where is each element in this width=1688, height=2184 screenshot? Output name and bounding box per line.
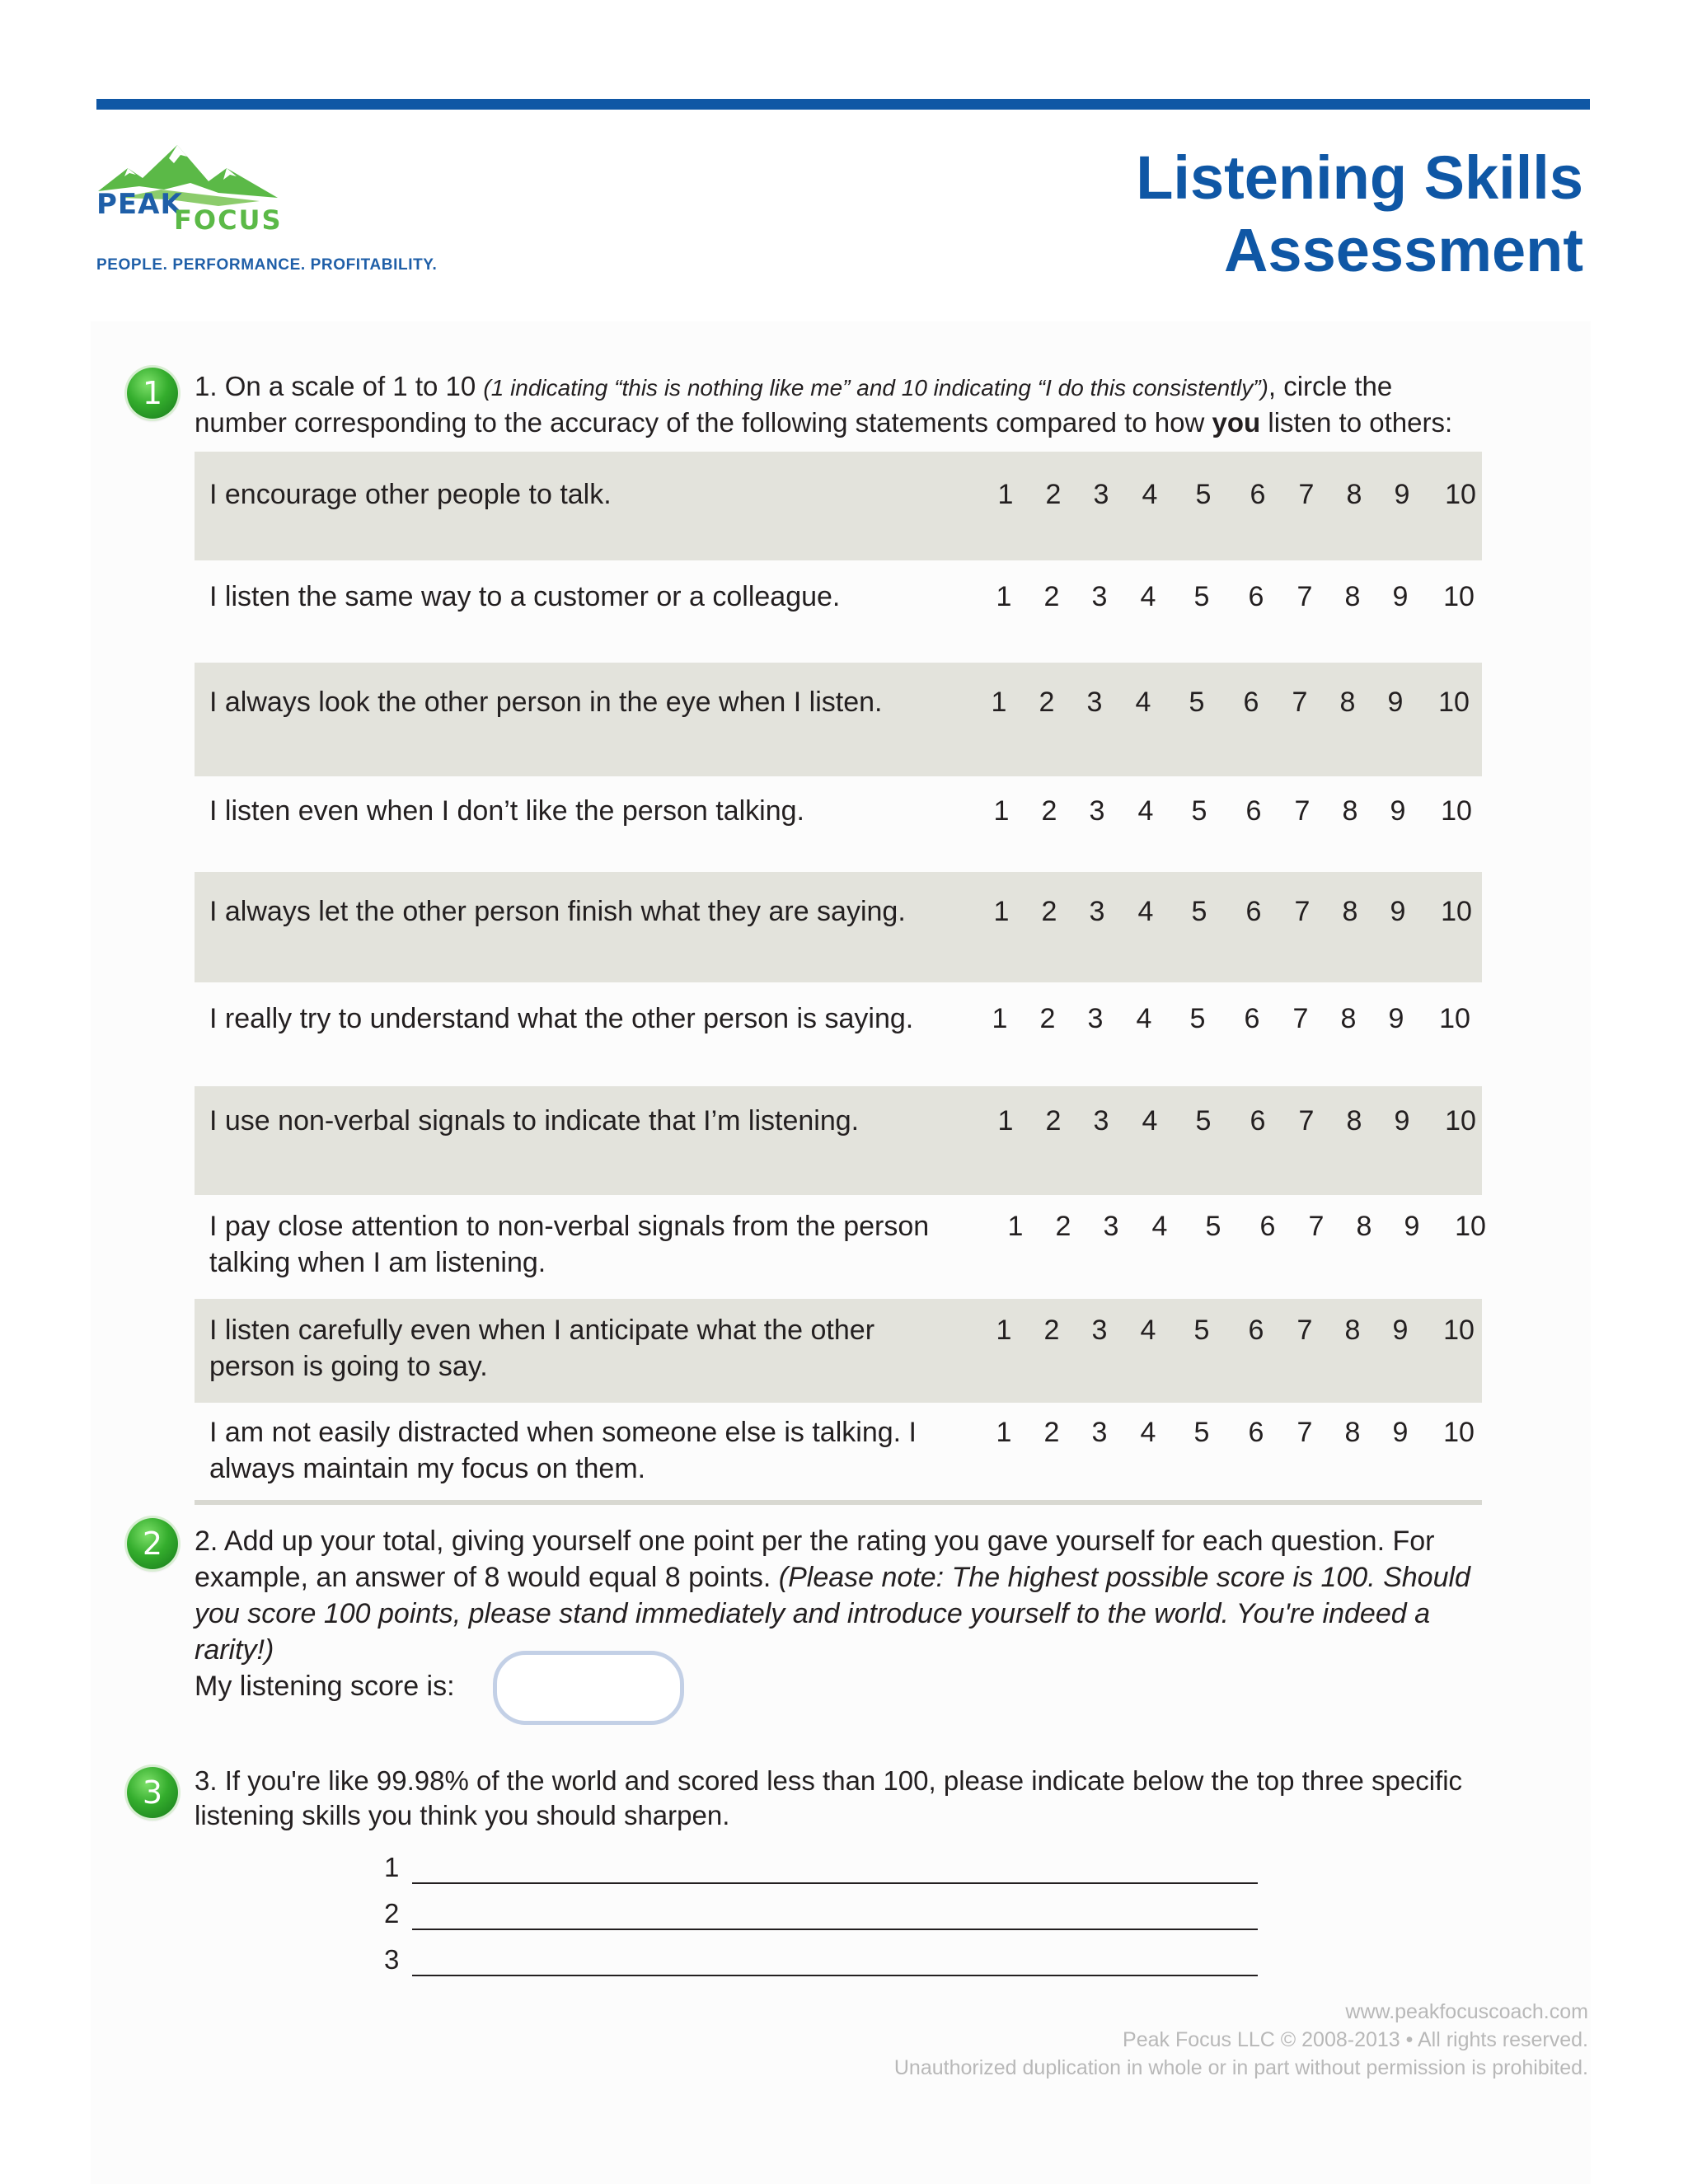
rating-option[interactable]: 1: [996, 1417, 1012, 1448]
rating-option[interactable]: 3: [1093, 479, 1109, 510]
rating-option[interactable]: 1: [996, 581, 1012, 612]
instructions-text-c: listen to others:: [1260, 407, 1453, 438]
rating-option[interactable]: 7: [1298, 479, 1315, 510]
rating-option[interactable]: 9: [1392, 1417, 1409, 1448]
rating-option[interactable]: 3: [1089, 795, 1105, 827]
rating-option[interactable]: 6: [1245, 896, 1262, 927]
rating-option[interactable]: 1: [993, 795, 1010, 827]
title-line-1: Listening Skills: [1136, 143, 1583, 212]
rating-scale: [996, 1414, 1490, 1451]
rating-option[interactable]: 5: [1189, 1003, 1206, 1034]
rating-row: [195, 560, 1482, 663]
rating-option[interactable]: 8: [1344, 1315, 1361, 1346]
logo-word-peak: PEAK: [96, 188, 183, 221]
statement-text: I listen the same way to a customer or a colleague.: [209, 581, 841, 612]
rating-scale: [993, 793, 1488, 829]
section-1-instructions: [195, 369, 1480, 440]
rating-option[interactable]: 8: [1340, 1003, 1357, 1034]
rating-option[interactable]: 1: [997, 1105, 1014, 1137]
rating-scale: [992, 1001, 1486, 1037]
rating-option[interactable]: 6: [1248, 581, 1264, 612]
rating-option[interactable]: 10: [1445, 1105, 1476, 1137]
rating-option[interactable]: 3: [1103, 1211, 1119, 1242]
rating-option[interactable]: 4: [1137, 896, 1154, 927]
rating-option[interactable]: 9: [1392, 1315, 1409, 1346]
table-bottom-rule: [195, 1500, 1482, 1505]
rating-option[interactable]: 2: [1043, 1315, 1060, 1346]
rating-scale: [997, 1103, 1492, 1139]
rating-option[interactable]: 5: [1193, 1315, 1210, 1346]
rating-option[interactable]: 9: [1388, 1003, 1404, 1034]
rating-option[interactable]: 8: [1339, 687, 1356, 718]
statement-text: I always look the other person in the eye when I listen.: [209, 687, 883, 718]
footer-website[interactable]: www.peakfocuscoach.com: [1345, 2000, 1588, 2023]
page-title: [1136, 142, 1583, 287]
rating-option[interactable]: 1: [992, 1003, 1008, 1034]
rating-option[interactable]: 4: [1136, 1003, 1152, 1034]
rating-option[interactable]: 1: [997, 479, 1014, 510]
rating-row: [195, 1195, 1486, 1299]
rating-option[interactable]: 7: [1296, 1417, 1313, 1448]
section-2-badge: 2: [127, 1518, 178, 1569]
statement-text: I really try to understand what the other person is saying.: [209, 1003, 914, 1034]
rating-option[interactable]: 7: [1298, 1105, 1315, 1137]
statement-text: I listen even when I don’t like the person talking.: [209, 795, 804, 827]
rating-option[interactable]: 5: [1195, 1105, 1212, 1137]
rating-option[interactable]: 2: [1043, 581, 1060, 612]
top-rule: [96, 99, 1590, 110]
rating-option[interactable]: 7: [1296, 581, 1313, 612]
rating-option[interactable]: 7: [1294, 896, 1311, 927]
rating-option[interactable]: 9: [1404, 1211, 1420, 1242]
rating-option[interactable]: 8: [1356, 1211, 1372, 1242]
rating-option[interactable]: 6: [1248, 1315, 1264, 1346]
rating-option[interactable]: 6: [1250, 1105, 1266, 1137]
logo-word-focus: FOCUS: [174, 204, 283, 236]
answer-line-number: 2: [384, 1898, 400, 1929]
section-1-badge: 1: [127, 368, 178, 419]
rating-option[interactable]: 7: [1294, 795, 1311, 827]
rating-option[interactable]: 10: [1441, 795, 1472, 827]
statement-text: I listen carefully even when I anticipate what the other person is going to say.: [209, 1315, 875, 1382]
rating-option[interactable]: 9: [1394, 479, 1410, 510]
rating-option[interactable]: 3: [1089, 896, 1105, 927]
rating-option[interactable]: 7: [1292, 687, 1308, 718]
rating-row: [195, 663, 1482, 776]
statement-text: I encourage other people to talk.: [209, 479, 612, 510]
rating-option[interactable]: 10: [1441, 896, 1472, 927]
rating-option[interactable]: 2: [1039, 687, 1055, 718]
rating-option[interactable]: 6: [1245, 795, 1262, 827]
rating-option[interactable]: 10: [1455, 1211, 1486, 1242]
rating-option[interactable]: 2: [1041, 896, 1057, 927]
tagline: PEOPLE. PERFORMANCE. PROFITABILITY.: [96, 256, 438, 274]
answer-line-number: 1: [384, 1852, 400, 1882]
footer-copyright: Peak Focus LLC © 2008-2013 • All rights reserved.: [1123, 2028, 1588, 2051]
rating-scale: [1007, 1208, 1502, 1244]
rating-row: [195, 1299, 1482, 1403]
rating-option[interactable]: 2: [1041, 795, 1057, 827]
rating-option[interactable]: 3: [1091, 581, 1108, 612]
statement-text: I always let the other person finish what they are saying.: [209, 896, 906, 927]
rating-option[interactable]: 4: [1142, 479, 1158, 510]
answer-line[interactable]: [384, 1942, 1291, 1978]
peak-focus-logo: [95, 140, 293, 239]
section-2-italic-note: (Please note: The highest possible score is 100. Should you score 100 points, please stand immediately and introduce yourself to the world. You're indeed a rarity!): [195, 1562, 1470, 1666]
rating-option[interactable]: 2: [1055, 1211, 1071, 1242]
rating-option[interactable]: 3: [1091, 1417, 1108, 1448]
section-2-instructions: [195, 1523, 1480, 1668]
rating-option[interactable]: 2: [1045, 1105, 1062, 1137]
rating-option[interactable]: 6: [1250, 479, 1266, 510]
rating-scale: [996, 579, 1490, 615]
instructions-italic: (1 indicating “this is nothing like me” and 10 indicating “I do this consistently”): [483, 375, 1268, 401]
rating-option[interactable]: 9: [1390, 896, 1406, 927]
rating-option[interactable]: 6: [1243, 687, 1259, 718]
rating-row: [195, 1403, 1482, 1500]
rating-row: [195, 1086, 1482, 1195]
rating-option[interactable]: 5: [1193, 581, 1210, 612]
rating-option[interactable]: 10: [1439, 1003, 1470, 1034]
rating-option[interactable]: 3: [1086, 687, 1103, 718]
rating-option[interactable]: 4: [1135, 687, 1151, 718]
rating-option[interactable]: 8: [1346, 479, 1362, 510]
rating-option[interactable]: 5: [1189, 687, 1205, 718]
rating-option[interactable]: 4: [1140, 1417, 1156, 1448]
rating-row: [195, 982, 1482, 1086]
rating-option[interactable]: 4: [1151, 1211, 1168, 1242]
title-line-2: Assessment: [1223, 216, 1583, 284]
answer-line-number: 3: [384, 1944, 400, 1975]
rating-option[interactable]: 2: [1045, 479, 1062, 510]
rating-option[interactable]: 8: [1342, 896, 1358, 927]
rating-scale: [997, 476, 1492, 513]
rating-option[interactable]: 10: [1445, 479, 1476, 510]
rating-row: [195, 776, 1482, 872]
rating-scale: [996, 1312, 1490, 1348]
rating-option[interactable]: 9: [1390, 795, 1406, 827]
score-input[interactable]: [493, 1651, 684, 1725]
statement-text: I use non-verbal signals to indicate that I’m listening.: [209, 1105, 860, 1137]
rating-option[interactable]: 4: [1142, 1105, 1158, 1137]
section-3-badge: 3: [127, 1767, 178, 1818]
instructions-text-b: , circle the number corresponding to the accuracy of the following statements compared to how: [195, 371, 1393, 438]
rating-scale: [991, 684, 1485, 720]
answer-underline[interactable]: [412, 1975, 1258, 1976]
rating-option[interactable]: 2: [1043, 1417, 1060, 1448]
rating-option[interactable]: 5: [1191, 896, 1207, 927]
rating-option[interactable]: 2: [1039, 1003, 1056, 1034]
rating-option[interactable]: 9: [1392, 581, 1409, 612]
rating-option[interactable]: 9: [1394, 1105, 1410, 1137]
rating-option[interactable]: 5: [1193, 1417, 1210, 1448]
rating-row: [195, 452, 1482, 560]
rating-option[interactable]: 1: [1007, 1211, 1024, 1242]
answer-line[interactable]: [384, 1849, 1291, 1886]
rating-option[interactable]: 9: [1387, 687, 1404, 718]
rating-option[interactable]: 6: [1259, 1211, 1276, 1242]
rating-option[interactable]: 4: [1140, 1315, 1156, 1346]
rating-option[interactable]: 1: [996, 1315, 1012, 1346]
rating-row: [195, 872, 1482, 982]
answer-underline[interactable]: [412, 1882, 1258, 1884]
rating-option[interactable]: 7: [1308, 1211, 1325, 1242]
rating-option[interactable]: 6: [1248, 1417, 1264, 1448]
answer-underline[interactable]: [412, 1929, 1258, 1930]
rating-option[interactable]: 5: [1205, 1211, 1221, 1242]
rating-option[interactable]: 6: [1244, 1003, 1260, 1034]
rating-option[interactable]: 8: [1344, 581, 1361, 612]
rating-option[interactable]: 10: [1443, 1315, 1475, 1346]
answer-line[interactable]: [384, 1896, 1291, 1932]
instructions-text-a: 1. On a scale of 1 to 10: [195, 371, 484, 401]
statement-text: I am not easily distracted when someone else is talking. I always maintain my focus on them.: [209, 1417, 917, 1484]
statement-text: I pay close attention to non-verbal signals from the person talking when I am listening.: [209, 1211, 930, 1278]
rating-option[interactable]: 8: [1342, 795, 1358, 827]
rating-option[interactable]: 4: [1140, 581, 1156, 612]
rating-option[interactable]: 8: [1346, 1105, 1362, 1137]
footer-notice: Unauthorized duplication in whole or in part without permission is prohibited.: [893, 2056, 1588, 2079]
rating-option[interactable]: 1: [991, 687, 1007, 718]
rating-option[interactable]: 7: [1292, 1003, 1309, 1034]
rating-option[interactable]: 5: [1191, 795, 1207, 827]
score-label: My listening score is:: [195, 1671, 455, 1702]
rating-option[interactable]: 10: [1443, 581, 1475, 612]
rating-option[interactable]: 1: [993, 896, 1010, 927]
rating-option[interactable]: 4: [1137, 795, 1154, 827]
section-3-instructions: 3. If you're like 99.98% of the world and scored less than 100, please indicate below the top three specific listening skills you think you should sharpen.: [195, 1765, 1463, 1830]
section-2-text: 2. Add up your total, giving yourself one point per the rating you gave yourself for each question. For example, an answer of 8 would equal 8 points.: [195, 1526, 1435, 1593]
footer: [894, 1998, 1588, 2082]
rating-option[interactable]: 3: [1093, 1105, 1109, 1137]
rating-scale: [993, 893, 1488, 930]
rating-option[interactable]: 3: [1087, 1003, 1104, 1034]
rating-option[interactable]: 7: [1296, 1315, 1313, 1346]
instructions-bold-you: you: [1212, 407, 1261, 438]
rating-option[interactable]: 8: [1344, 1417, 1361, 1448]
rating-option[interactable]: 5: [1195, 479, 1212, 510]
rating-option[interactable]: 3: [1091, 1315, 1108, 1346]
rating-option[interactable]: 10: [1443, 1417, 1475, 1448]
rating-option[interactable]: 10: [1438, 687, 1470, 718]
